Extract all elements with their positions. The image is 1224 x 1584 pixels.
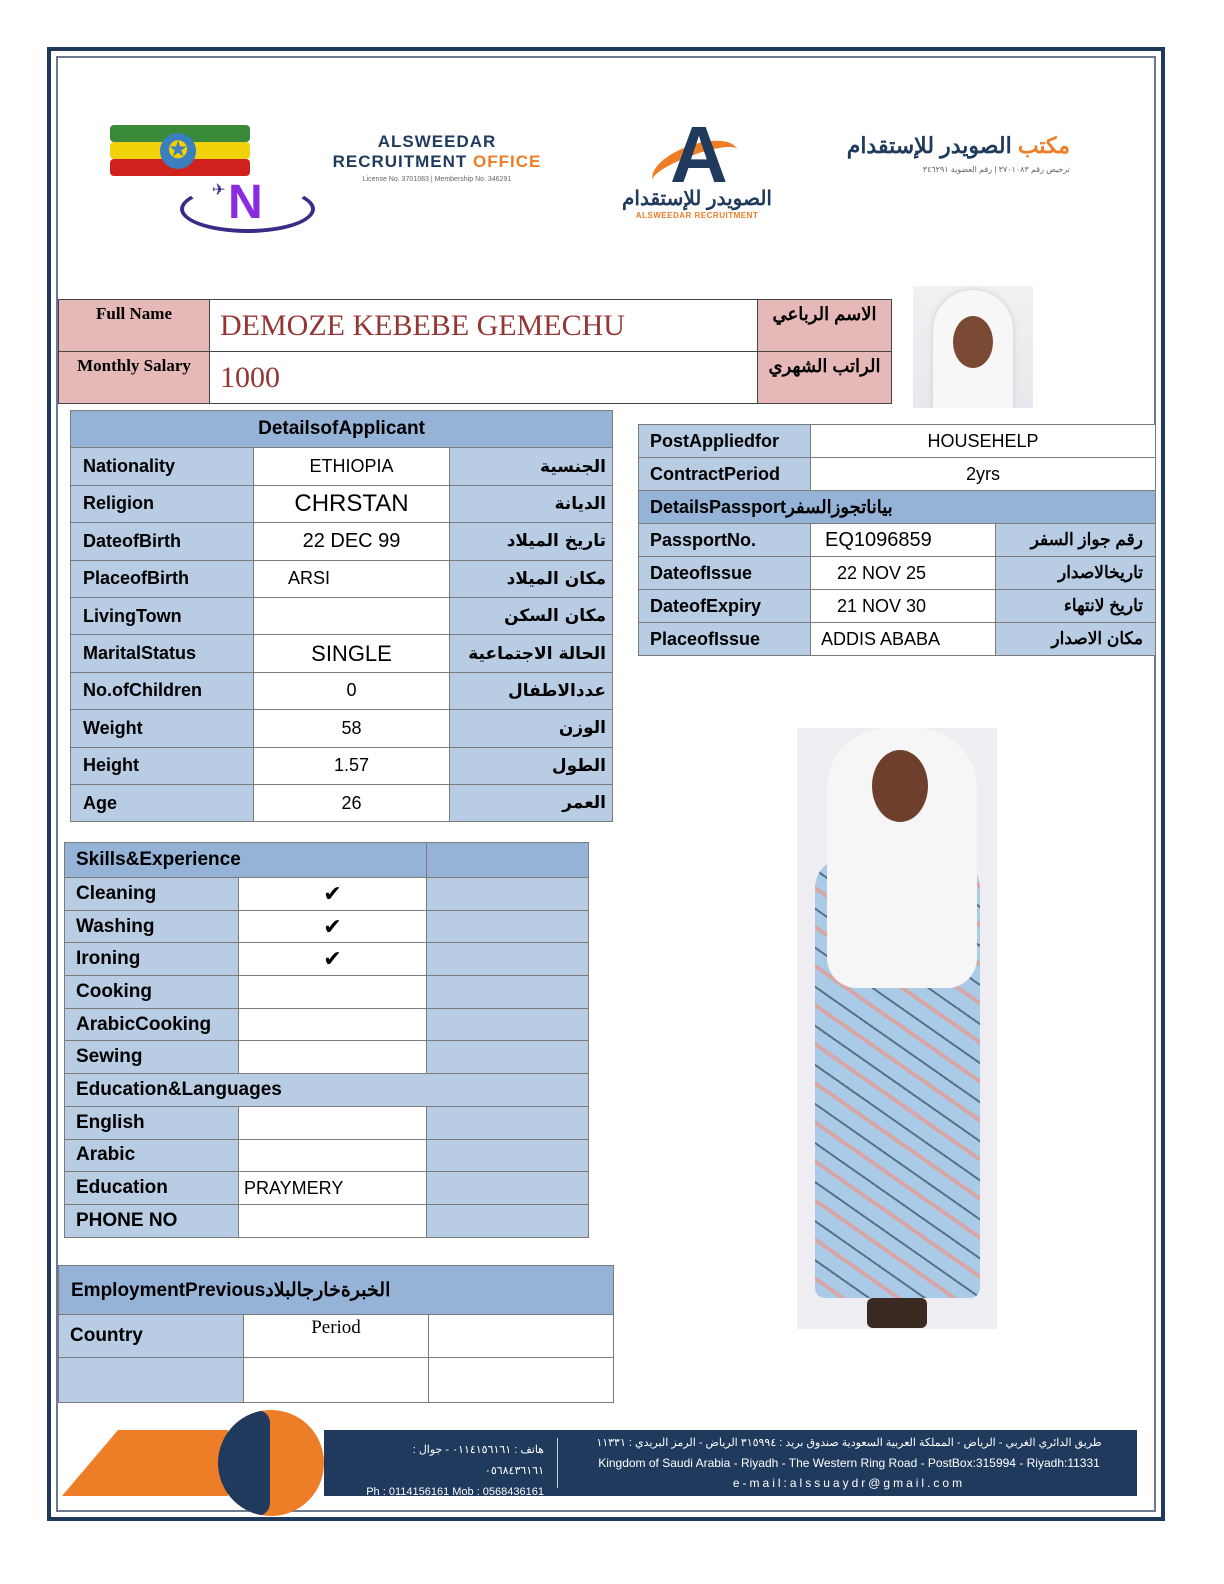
- table-row: Education PRAYMERY: [65, 1172, 589, 1205]
- table-row: [59, 1315, 614, 1358]
- footer-contact-bar: [324, 1430, 1137, 1496]
- footer-divider: [557, 1438, 558, 1488]
- table-row: Sewing: [65, 1041, 589, 1074]
- nationality-value: ETHIOPIA: [254, 448, 450, 485]
- weight-value: 58: [254, 710, 450, 747]
- place-of-issue-value: ADDIS ABABA: [811, 623, 996, 656]
- period-label: Period: [244, 1315, 429, 1358]
- table-row: Cooking: [65, 976, 589, 1009]
- skills-experience-table: [64, 842, 589, 1238]
- full-name-value: DEMOZE KEBEBE GEMECHU: [210, 300, 758, 352]
- footer-orange-shape: [62, 1430, 118, 1496]
- table-row: ArabicCooking: [65, 1008, 589, 1041]
- height-value: 1.57: [254, 747, 450, 784]
- table-row: Weight 58 الوزن: [71, 710, 613, 747]
- footer-email: e-mail:alssuaydr@gmail.com: [732, 1476, 966, 1490]
- table-row: Nationality ETHIOPIA الجنسية: [71, 448, 613, 485]
- table-row: English: [65, 1106, 589, 1139]
- religion-value: CHRSTAN: [254, 485, 450, 522]
- table-row: LivingTown مكان السكن: [71, 597, 613, 634]
- table-row: DateofIssue 22 NOV 25 تاريخالاصدار: [639, 557, 1156, 590]
- table-row: DateofBirth 22 DEC 99 تاريخ الميلاد: [71, 523, 613, 560]
- living-town-value: [254, 597, 450, 634]
- footer-orange-block: [118, 1430, 228, 1496]
- monthly-salary-value: 1000: [210, 352, 758, 404]
- country-label: Country: [59, 1315, 244, 1358]
- table-row: PlaceofIssue ADDIS ABABA مكان الاصدار: [639, 623, 1156, 656]
- table-row: ContractPeriod 2yrs: [639, 458, 1156, 491]
- table-row: DateofExpiry 21 NOV 30 تاريخ لانتهاء: [639, 590, 1156, 623]
- monthly-salary-label: Monthly Salary: [59, 352, 210, 404]
- applicant-details-table: [70, 410, 613, 822]
- table-row: PassportNo. EQ1096859 رقم جواز السفر: [639, 524, 1156, 557]
- contract-period-value: 2yrs: [811, 458, 1156, 491]
- table-row: Ironing ✔: [65, 943, 589, 976]
- education-languages-title: Education&Languages: [65, 1074, 589, 1107]
- education-value: PRAYMERY: [239, 1172, 427, 1205]
- place-of-birth-value: ARSI: [254, 560, 450, 597]
- footer-circle-logo-icon: [218, 1410, 324, 1516]
- table-row: PHONE NO: [65, 1204, 589, 1237]
- date-of-birth-value: 22 DEC 99: [254, 523, 450, 560]
- ethiopia-flag-logo: [110, 125, 250, 177]
- table-row: [59, 1358, 614, 1403]
- brand-center-logo-text: الصويدر للإستقدام ALSWEEDAR RECRUITMENT: [622, 188, 772, 220]
- footer-address: طريق الدائري الغربي - الرياض - المملكة العربية السعودية صندوق بريد : ٣١٥٩٩٤ الرياض - الرمز البريدي : ١١٣٣١ Kingdom of Saudi Arabia - Riyadh - The Western Ring Road - PostBox:315994 - Riyadh:11331 e-mail:alssuaydr@gmail.com: [564, 1433, 1134, 1493]
- full-name-label-ar: الاسم الرباعي: [758, 300, 892, 352]
- table-row: Washing ✔: [65, 910, 589, 943]
- applicant-details-title: DetailsofApplicant: [71, 411, 613, 448]
- monthly-salary-label-ar: الراتب الشهري: [758, 352, 892, 404]
- table-row: MaritalStatus SINGLE الحالة الاجتماعية: [71, 635, 613, 672]
- monthly-salary-row: [59, 352, 892, 404]
- airplane-icon: ✈: [212, 182, 226, 199]
- previous-employment-table: [58, 1265, 614, 1403]
- table-row: Cleaning ✔: [65, 878, 589, 911]
- post-passport-table: [638, 424, 1156, 656]
- table-row: Age 26 العمر: [71, 784, 613, 821]
- passport-details-title: DetailsPassportبياناتجوزالسفر: [639, 491, 1156, 524]
- date-of-expiry-value: 21 NOV 30: [811, 590, 996, 623]
- checkmark-icon: ✔: [239, 878, 427, 911]
- full-name-label: Full Name: [59, 300, 210, 352]
- alsweedar-a-logo-icon: A: [640, 125, 750, 195]
- star-emblem-icon: ✪: [160, 133, 196, 169]
- table-row: Religion CHRSTAN الديانة: [71, 485, 613, 522]
- employment-title: EmploymentPreviousالخبرةخارجالبلاد: [59, 1266, 614, 1315]
- checkmark-icon: ✔: [239, 943, 427, 976]
- brand-arabic-logo: مكتب الصويدر للإستقدام ترخيص رقم ٣٧٠١٠٨٣ | رقم العضوية ٣٤٦٢٩١: [846, 133, 1070, 174]
- table-row: Height 1.57 الطول: [71, 747, 613, 784]
- table-row: PlaceofBirth ARSI مكان الميلاد: [71, 560, 613, 597]
- applicant-full-body-photo: [797, 728, 997, 1329]
- table-row: PostAppliedfor HOUSEHELP: [639, 425, 1156, 458]
- full-name-row: [59, 300, 892, 352]
- date-of-issue-value: 22 NOV 25: [811, 557, 996, 590]
- table-row: Arabic: [65, 1139, 589, 1172]
- applicant-headshot-photo: [913, 286, 1033, 408]
- n-agency-logo: N: [180, 185, 315, 233]
- skills-title: Skills&Experience: [65, 843, 427, 878]
- passport-number-value: EQ1096859: [811, 524, 996, 557]
- children-value: 0: [254, 672, 450, 709]
- table-row: No.ofChildren 0 عددالاطفال: [71, 672, 613, 709]
- phone-number-value: [239, 1204, 427, 1237]
- footer-phones: هاتف : ٠١١٤١٥٦١٦١ - جوال : ٠٥٦٨٤٣٦١٦١ Ph : 0114156161 Mob : 0568436161: [366, 1444, 544, 1498]
- age-value: 26: [254, 784, 450, 821]
- checkmark-icon: ✔: [239, 910, 427, 943]
- brand-english-logo: ALSWEEDAR RECRUITMENT OFFICE License No. 3701083 | Membership No. 346291: [332, 132, 542, 183]
- marital-status-value: SINGLE: [254, 635, 450, 672]
- post-applied-value: HOUSEHELP: [811, 425, 1156, 458]
- identity-table: [58, 299, 892, 404]
